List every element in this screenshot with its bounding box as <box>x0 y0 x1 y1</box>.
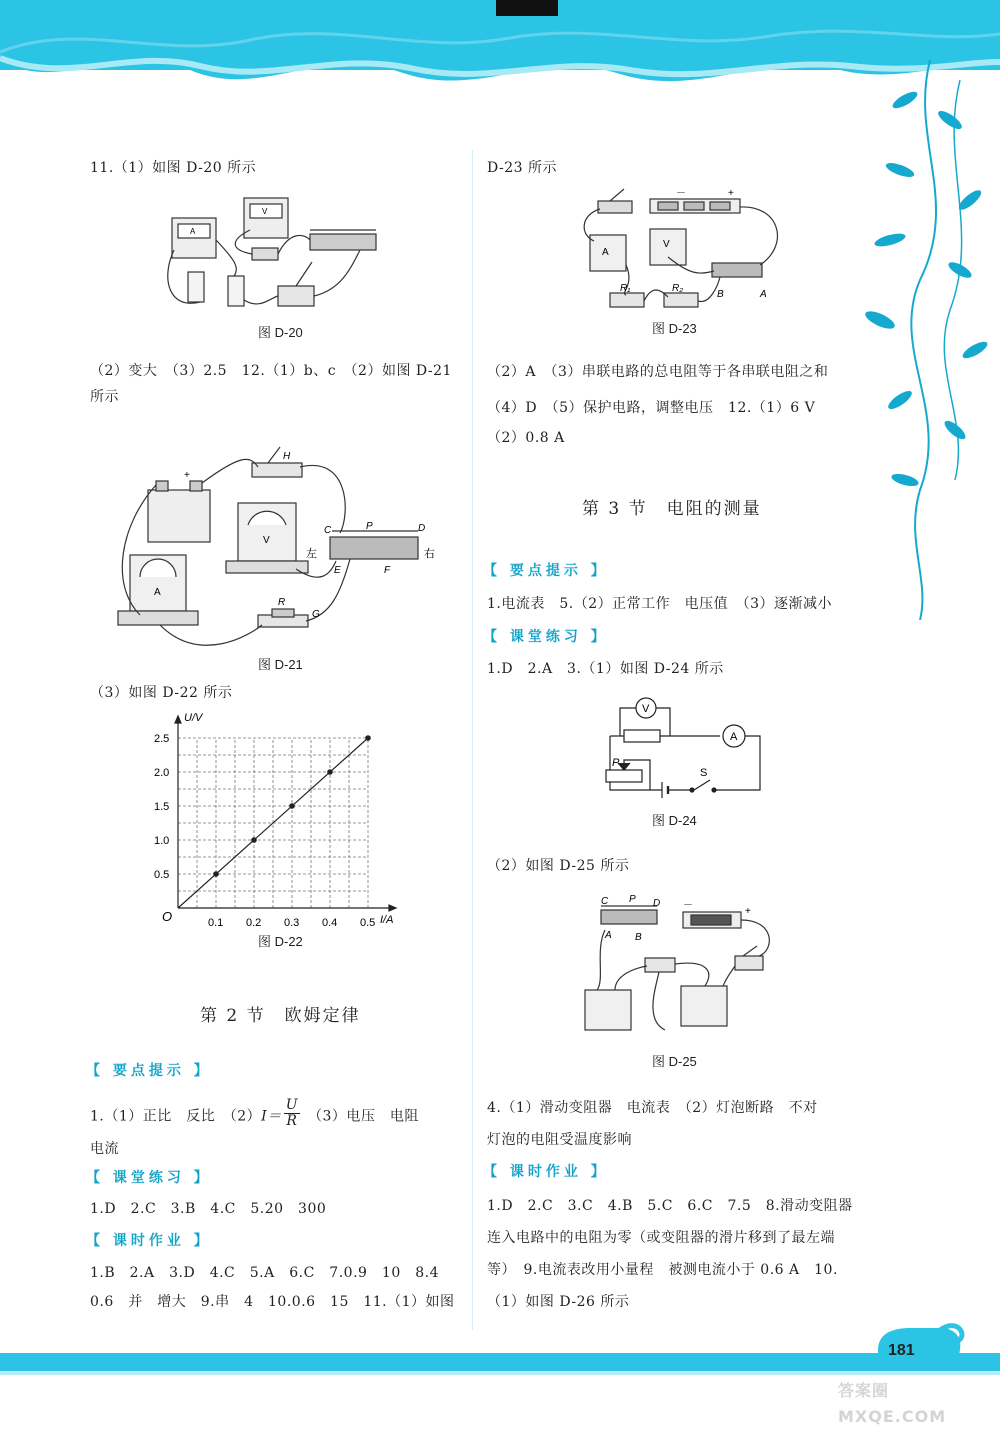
left-key-line <box>90 1097 419 1132</box>
d23-reference: D-23 所示 <box>487 160 557 176</box>
fig25-label-plus: + <box>745 906 751 917</box>
figure-d21 <box>100 445 450 650</box>
right-homework-line4: （1）如图 D-26 所示 <box>487 1294 630 1310</box>
left-answer-line-b: 所示 <box>90 389 119 405</box>
left-tag-homework: 【 课时作业 】 <box>86 1233 212 1249</box>
left-homework-line1: 1.B 2.A 3.D 4.C 5.A 6.C 7.0.9 10 8.4 <box>90 1265 440 1281</box>
section-3-title: 第 3 节 电阻的测量 <box>582 499 762 519</box>
fig23-label-minus: － <box>676 188 686 199</box>
right-tag-key-points: 【 要点提示 】 <box>483 563 609 579</box>
figure-d23-caption: 图 D-23 <box>652 321 697 336</box>
fig21-label-d: D <box>418 523 426 534</box>
fig23-label-r2: R₂ <box>672 283 684 294</box>
formula-r: R <box>286 1113 298 1129</box>
chart-x-axis-label: I/A <box>380 914 394 926</box>
right-homework-line1: 1.D 2.C 3.C 4.B 5.C 6.C 7.5 8.滑动变阻器 <box>487 1198 853 1214</box>
fig25-label-b: B <box>635 932 642 943</box>
key1-post: （3）电压 电阻 <box>308 1108 419 1125</box>
svg-text:A: A <box>190 227 196 236</box>
fig23-label-b: B <box>717 289 724 300</box>
left-tag-class-practice: 【 课堂练习 】 <box>86 1170 212 1186</box>
chart-x-tick-label: 0.1 <box>208 917 224 929</box>
chart-y-axis-label: U/V <box>184 712 203 724</box>
fig21-label-f: F <box>384 565 391 576</box>
right-homework-line3: 等） 9.电流表改用小量程 被测电流小于 0.6 A 10. <box>487 1262 838 1278</box>
fig24-label-v: V <box>642 703 650 715</box>
figure-d24 <box>590 690 780 810</box>
fig21-label-r: R <box>278 597 286 608</box>
chart-y-tick-label: 2.0 <box>154 767 170 779</box>
chart-y-tick-label: 2.5 <box>154 733 170 745</box>
formula-i: I＝ <box>261 1108 282 1125</box>
figure-d24-caption: 图 D-24 <box>652 813 697 828</box>
chart-origin-label: O <box>162 909 173 924</box>
formula-u: U <box>285 1097 299 1113</box>
fig23-label-r1: R₁ <box>620 283 631 294</box>
fig24-label-a: A <box>730 731 738 743</box>
fig24-label-s: S <box>700 767 708 779</box>
chart-data-point <box>213 871 219 877</box>
svg-text:V: V <box>262 207 268 216</box>
right-answer-line2: （4）D （5）保护电路，调整电压 12.（1）6 V <box>487 400 816 416</box>
page-number-badge <box>870 1320 970 1380</box>
fig21-label-g: G <box>312 609 320 620</box>
left-answer-line-a: （2）变大 （3）2.5 12.（1）b、c （2）如图 D-21 <box>90 363 452 379</box>
chart-x-arrow <box>389 905 396 911</box>
fig23-label-plus: + <box>728 188 734 199</box>
key1-pre: 1.（1）正比 反比 （2） <box>90 1108 262 1125</box>
footer-band <box>0 1353 1000 1371</box>
fig21-label-p: P <box>366 521 373 532</box>
fig25-label-p: P <box>629 894 636 905</box>
chart-x-tick-label: 0.5 <box>360 917 376 929</box>
figure-d23 <box>580 185 790 320</box>
fig21-label-left: 左 <box>306 548 317 560</box>
figure-d20 <box>160 190 400 320</box>
fig23-label-ammeter: A <box>602 247 609 258</box>
right-answer-line1: （2）A （3）串联电路的总电阻等于各串联电阻之和 <box>487 364 829 380</box>
header-wave-band <box>0 0 1000 110</box>
fig24-label-p: P <box>612 757 620 769</box>
fig25-label-c: C <box>601 896 609 907</box>
left-homework-line2: 0.6 并 增大 9.串 4 10.0.6 15 11.（1）如图 <box>90 1294 455 1310</box>
fig21-label-right: 右 <box>424 548 435 560</box>
fig21-label-a: A <box>154 587 161 598</box>
chart-x-tick-label: 0.2 <box>246 917 262 929</box>
fig23-label-voltmeter: V <box>663 239 670 250</box>
right-tag-homework: 【 课时作业 】 <box>483 1164 609 1180</box>
chart-data-point <box>289 803 295 809</box>
figure-d25 <box>575 890 785 1050</box>
vine-decoration <box>860 60 1000 620</box>
fig25-label-a: A <box>605 930 612 941</box>
fig21-label-c: C <box>324 525 332 536</box>
figure-d25-caption: 图 D-25 <box>652 1054 697 1069</box>
q2-d25-text: （2）如图 D-25 所示 <box>487 858 630 874</box>
left-class-answers: 1.D 2.C 3.B 4.C 5.20 300 <box>90 1201 327 1217</box>
footer-band-light <box>0 1371 1000 1375</box>
page-number: 181 <box>888 1342 915 1359</box>
figure-d22-caption: 图 D-22 <box>258 934 303 949</box>
figure-d22-chart <box>150 705 420 935</box>
column-divider <box>472 150 473 1330</box>
left-tag-key-points: 【 要点提示 】 <box>86 1063 212 1079</box>
fig21-label-h: H <box>283 451 291 462</box>
fig25-label-d: D <box>653 898 661 909</box>
fig21-label-v: V <box>263 535 270 546</box>
right-q4-line1: 4.（1）滑动变阻器 电流表 （2）灯泡断路 不对 <box>487 1100 818 1116</box>
right-class-answers: 1.D 2.A 3.（1）如图 D-24 所示 <box>487 661 724 677</box>
chart-x-tick-label: 0.4 <box>322 917 338 929</box>
q11-text: 11.（1）如图 D-20 所示 <box>90 160 257 176</box>
right-answer-line3: （2）0.8 A <box>487 430 565 446</box>
q3-text: （3）如图 D-22 所示 <box>90 685 233 701</box>
chart-x-tick-label: 0.3 <box>284 917 300 929</box>
fig21-label-plus: + <box>184 470 190 481</box>
fig23-label-a: A <box>760 289 767 300</box>
chart-y-tick-label: 1.5 <box>154 801 170 813</box>
chart-y-tick-label: 0.5 <box>154 869 170 881</box>
figure-d21-caption: 图 D-21 <box>258 657 303 672</box>
figure-d20-caption: 图 D-20 <box>258 325 303 340</box>
right-q4-line2: 灯泡的电阻受温度影响 <box>487 1132 632 1148</box>
right-homework-line2: 连入电路中的电阻为零（或变阻器的滑片移到了最左端 <box>487 1230 835 1246</box>
chart-y-arrow <box>175 716 181 723</box>
chart-y-tick-label: 1.0 <box>154 835 170 847</box>
fig25-label-minus: － <box>683 900 693 911</box>
right-key-answers: 1.电流表 5.（2）正常工作 电压值 （3）逐渐减小 <box>487 596 833 612</box>
chart-data-point <box>327 769 333 775</box>
chart-data-point <box>365 735 371 741</box>
left-key-cont: 电流 <box>90 1141 119 1157</box>
fig21-label-e: E <box>334 565 341 576</box>
ohm-fraction <box>284 1098 300 1129</box>
watermark: 答案圈 MXQE.COM <box>838 1381 947 1426</box>
chart-data-point <box>251 837 257 843</box>
section-2-title: 第 2 节 欧姆定律 <box>200 1006 361 1026</box>
right-tag-class-practice: 【 课堂练习 】 <box>483 629 609 645</box>
